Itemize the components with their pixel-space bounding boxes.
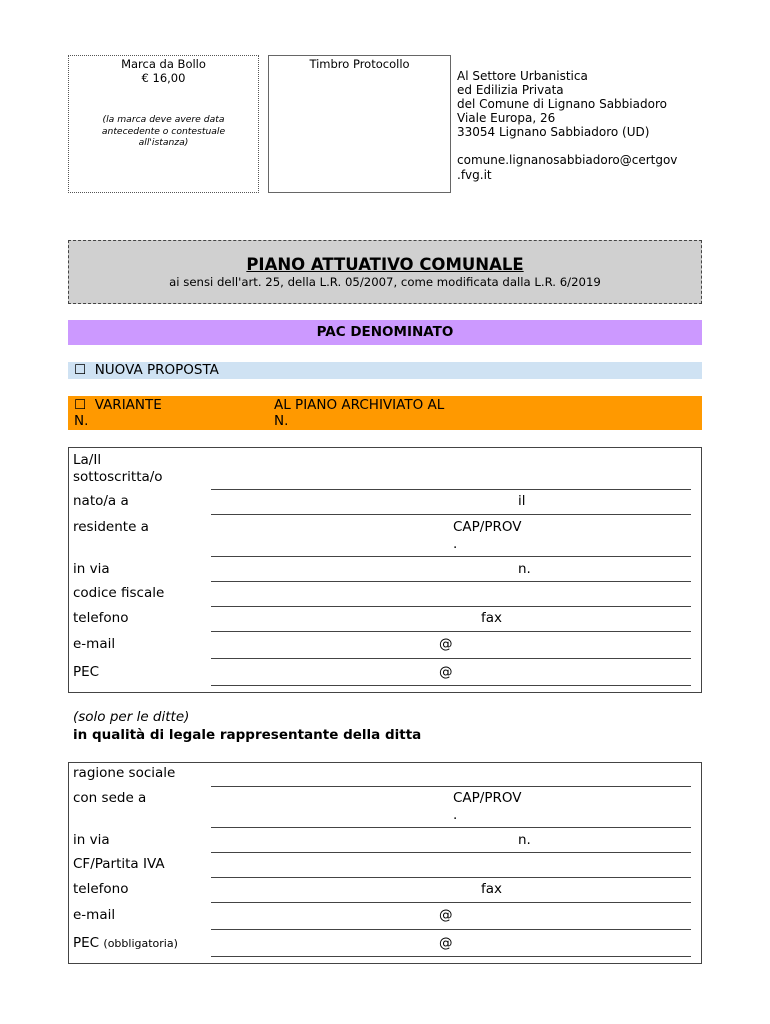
variante-checkbox[interactable]: ☐ bbox=[74, 397, 87, 413]
recipient-line-2: ed Edilizia Privata bbox=[457, 83, 564, 98]
cap-prov-label: CAP/PROV bbox=[453, 519, 522, 535]
marca-da-bollo-amount: € 16,00 bbox=[141, 71, 186, 85]
company-pec-field[interactable] bbox=[211, 956, 691, 957]
via-field[interactable] bbox=[211, 581, 691, 582]
pec-label: PEC bbox=[73, 664, 100, 680]
email-field[interactable] bbox=[211, 658, 691, 659]
company-telefono-field[interactable] bbox=[211, 902, 691, 903]
company-civico-label: n. bbox=[518, 832, 531, 848]
recipient-email-1: comune.lignanosabbiadoro@certgov bbox=[457, 153, 678, 168]
codice-fiscale-field[interactable] bbox=[211, 606, 691, 607]
sottoscritto-label-b: sottoscritta/o bbox=[73, 469, 163, 485]
fax-label: fax bbox=[481, 610, 503, 626]
company-via-field[interactable] bbox=[211, 852, 691, 853]
document-header bbox=[68, 240, 702, 304]
company-via-label: in via bbox=[73, 832, 110, 848]
ragione-sociale-field[interactable] bbox=[211, 786, 691, 787]
company-email-label: e-mail bbox=[73, 907, 116, 923]
ditte-heading: in qualità di legale rappresentante della ditta bbox=[73, 727, 422, 743]
company-email-field[interactable] bbox=[211, 929, 691, 930]
company-pec-text: PEC bbox=[73, 935, 100, 951]
recipient-line-5: 33054 Lignano Sabbiadoro (UD) bbox=[457, 125, 650, 140]
partita-iva-field[interactable] bbox=[211, 877, 691, 878]
email-label: e-mail bbox=[73, 636, 116, 652]
recipient-line-3: del Comune di Lignano Sabbiadoro bbox=[457, 97, 667, 112]
residenza-field[interactable] bbox=[211, 556, 691, 557]
civico-label: n. bbox=[518, 561, 531, 577]
timbro-protocollo-box bbox=[268, 55, 451, 193]
sede-field[interactable] bbox=[211, 827, 691, 828]
company-email-at: @ bbox=[439, 907, 453, 923]
via-label: in via bbox=[73, 561, 110, 577]
archived-number-label: N. bbox=[274, 413, 289, 429]
ragione-sociale-label: ragione sociale bbox=[73, 765, 176, 781]
recipient-line-1: Al Settore Urbanistica bbox=[457, 69, 588, 83]
sottoscritto-field[interactable] bbox=[211, 489, 691, 490]
archived-cell bbox=[274, 397, 489, 429]
marca-da-bollo-box bbox=[68, 55, 259, 193]
partita-iva-label: CF/Partita IVA bbox=[73, 856, 165, 872]
recipient-address bbox=[457, 69, 702, 182]
recipient-line-4: Viale Europa, 26 bbox=[457, 111, 556, 126]
variante-number-label: N. bbox=[74, 413, 89, 429]
ditte-note: (solo per le ditte) bbox=[73, 709, 190, 725]
sede-label: con sede a bbox=[73, 790, 147, 806]
pec-field[interactable] bbox=[211, 685, 691, 686]
nuova-proposta-row bbox=[68, 362, 702, 379]
data-nascita-label: il bbox=[518, 493, 526, 509]
company-fax-label: fax bbox=[481, 881, 503, 897]
variante-cell bbox=[74, 397, 204, 429]
marca-da-bollo-title: Marca da Bollo bbox=[121, 57, 206, 71]
applicant-form bbox=[68, 447, 702, 693]
timbro-protocollo-title: Timbro Protocollo bbox=[309, 57, 410, 71]
company-telefono-label: telefono bbox=[73, 881, 129, 897]
telefono-field[interactable] bbox=[211, 631, 691, 632]
email-at: @ bbox=[439, 636, 453, 652]
company-cap-prov-dot: . bbox=[453, 807, 458, 823]
residente-label: residente a bbox=[73, 519, 149, 535]
sottoscritto-label-a: La/Il bbox=[73, 452, 102, 468]
nascita-field[interactable] bbox=[211, 514, 691, 515]
company-pec-note: (obbligatoria) bbox=[103, 937, 178, 950]
recipient-email-2: .fvg.it bbox=[457, 167, 492, 182]
pac-denominato-bar: PAC DENOMINATO bbox=[68, 320, 702, 345]
document-title: PIANO ATTUATIVO COMUNALE bbox=[246, 255, 524, 274]
pec-at: @ bbox=[439, 664, 453, 680]
variante-row bbox=[68, 396, 702, 430]
cap-prov-dot: . bbox=[453, 536, 458, 552]
nuova-proposta-checkbox[interactable]: ☐ bbox=[74, 362, 87, 378]
company-pec-at: @ bbox=[439, 935, 453, 951]
codice-fiscale-label: codice fiscale bbox=[73, 585, 165, 601]
archived-label: AL PIANO ARCHIVIATO AL bbox=[274, 397, 445, 413]
nato-label: nato/a a bbox=[73, 493, 129, 509]
nuova-proposta-label: NUOVA PROPOSTA bbox=[94, 362, 219, 378]
company-pec-label bbox=[73, 935, 178, 952]
marca-da-bollo-note: (la marca deve avere data antecedente o contestuale all'istanza) bbox=[101, 114, 226, 148]
telefono-label: telefono bbox=[73, 610, 129, 626]
variante-label: VARIANTE bbox=[94, 397, 162, 413]
document-subtitle: ai sensi dell'art. 25, della L.R. 05/2007, come modificata dalla L.R. 6/2019 bbox=[169, 275, 601, 289]
company-form bbox=[68, 762, 702, 964]
company-cap-prov-label: CAP/PROV bbox=[453, 790, 522, 806]
